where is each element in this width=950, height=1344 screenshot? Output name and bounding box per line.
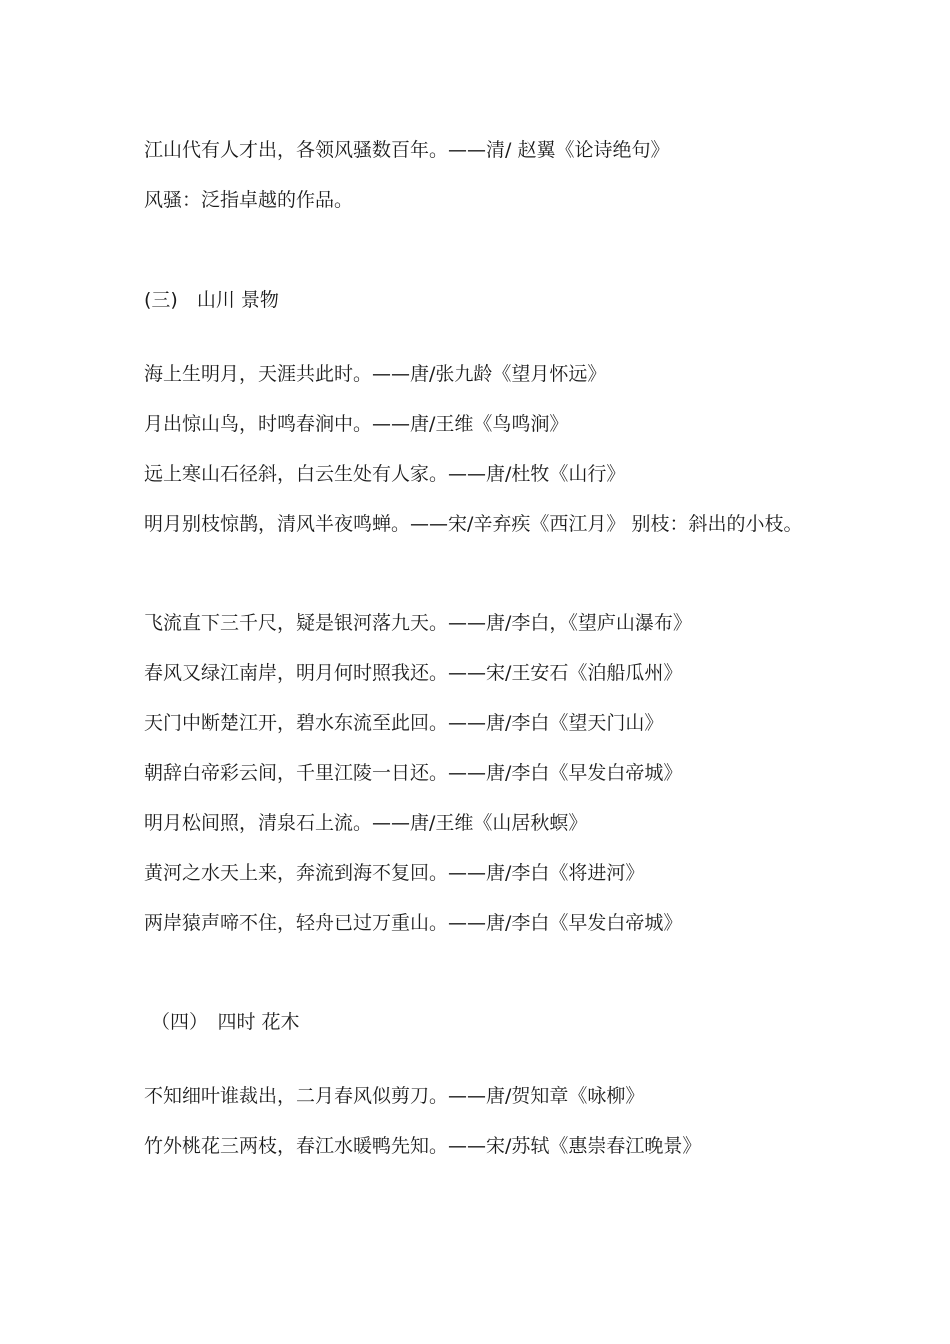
section-3-heading: (三) 山川 景物 bbox=[144, 289, 279, 311]
intro-line-1: 江山代有人才出，各领风骚数百年。——清/ 赵翼《论诗绝句》 bbox=[144, 139, 670, 161]
intro-line-2: 风骚：泛指卓越的作品。 bbox=[144, 189, 354, 211]
poem-line: 黄河之水天上来，奔流到海不复回。——唐/李白《将进河》 bbox=[144, 862, 645, 884]
poem-line: 竹外桃花三两枝，春江水暖鸭先知。——宋/苏轼《惠崇春江晚景》 bbox=[144, 1135, 702, 1157]
section-4-heading: （四） 四时 花木 bbox=[151, 1011, 300, 1033]
poem-line: 春风又绿江南岸，明月何时照我还。——宋/王安石《泊船瓜州》 bbox=[144, 662, 683, 684]
poem-line: 月出惊山鸟，时鸣春涧中。——唐/王维《鸟鸣涧》 bbox=[144, 413, 569, 435]
poem-line: 朝辞白帝彩云间，千里江陵一日还。——唐/李白《早发白帝城》 bbox=[144, 762, 683, 784]
poem-line: 远上寒山石径斜，白云生处有人家。——唐/杜牧《山行》 bbox=[144, 463, 626, 485]
poem-line: 海上生明月，天涯共此时。——唐/张九龄《望月怀远》 bbox=[144, 363, 607, 385]
poem-line: 明月别枝惊鹊，清风半夜鸣蝉。——宋/辛弃疾《西江月》 别枝：斜出的小枝。 bbox=[144, 513, 803, 535]
poem-line: 不知细叶谁裁出，二月春风似剪刀。——唐/贺知章《咏柳》 bbox=[144, 1085, 645, 1107]
poem-line: 天门中断楚江开，碧水东流至此回。——唐/李白《望天门山》 bbox=[144, 712, 664, 734]
poem-line: 两岸猿声啼不住，轻舟已过万重山。——唐/李白《早发白帝城》 bbox=[144, 912, 683, 934]
poem-line: 明月松间照，清泉石上流。——唐/王维《山居秋螟》 bbox=[144, 812, 588, 834]
poem-line: 飞流直下三千尺，疑是银河落九天。——唐/李白，《望庐山瀑布》 bbox=[144, 612, 692, 634]
